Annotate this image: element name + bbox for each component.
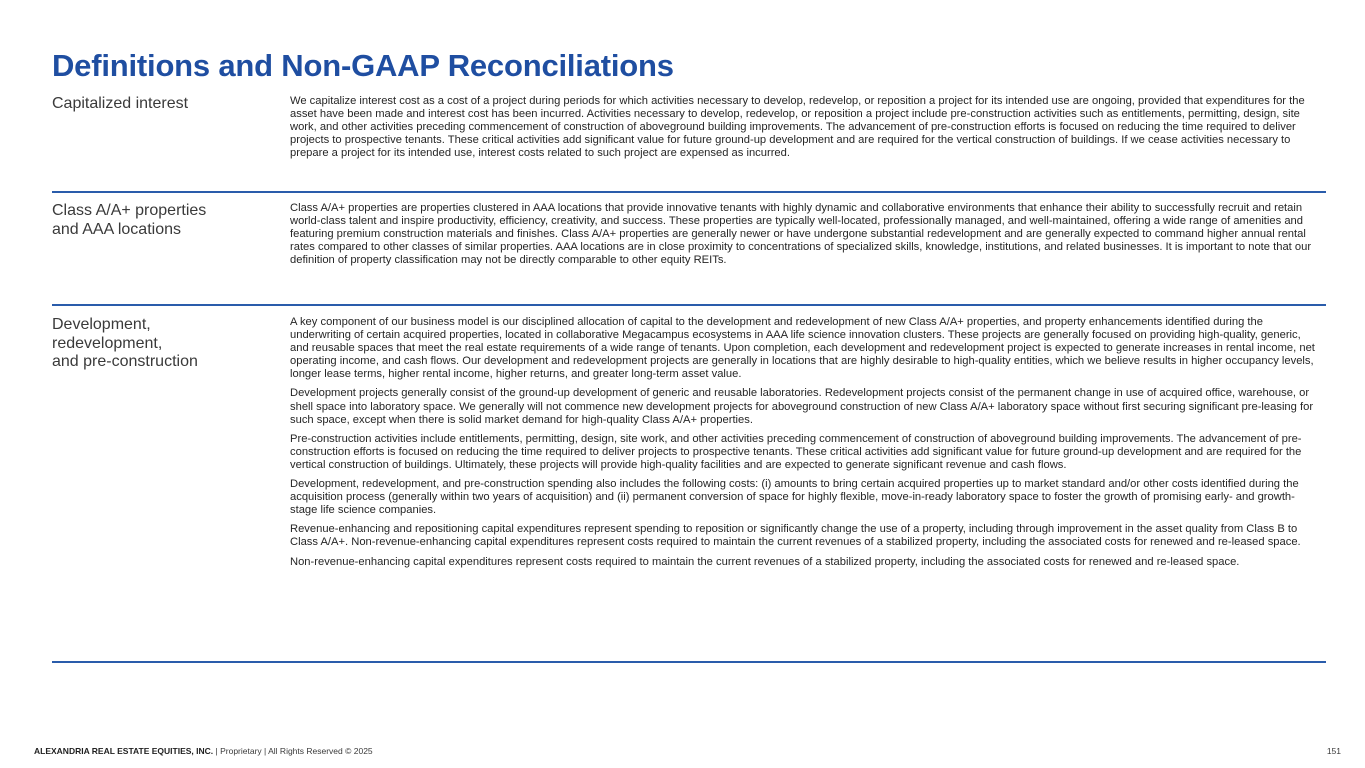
definition-paragraph: Pre-construction activities include entitlements, permitting, design, site work, and other activities preceding commencement of construction of aboveground building improvements. The advancement of pre-construction efforts is focused on reducing the time required to deliver projects to prospective tenants. These critical activities add significant value for future ground-up development and are required for the vertical construction of buildings. Ultimately, these projects will provide high-quality facilities and are expected to generate significant revenue and cash flows. — [290, 432, 1302, 471]
definition-paragraph: Non-revenue-enhancing capital expenditures represent costs required to maintain the current revenues of a stabilized property, including the associated costs for renewed and re-leased space. — [290, 555, 1240, 568]
page-number: 151 — [1326, 746, 1341, 756]
definition-paragraph: A key component of our business model is our disciplined allocation of capital to the development and redevelopment of new Class A/A+ properties, and property enhancements identified during the underwriting of certain acquired properties, located in collaborative Megacampus ecosystems in AAA life science innovation clusters. These projects are generally focused on providing high-quality, generic, and reusable spaces that meet the real estate requirements of a wide range of tenants. Upon completion, each development and redevelopment project is expected to generate increases in rental income, net operating income, and cash flows. Our development and redevelopment projects are generally in locations that are highly desirable to high-quality entities, which we believe results in higher occupancy levels, longer lease terms, higher rental income, higher returns, and greater long-term asset value. — [290, 316, 1315, 381]
definition-body — [290, 316, 1320, 575]
definition-paragraph: Development projects generally consist of the ground-up development of generic and reusable laboratories. Redevelopment projects consist of the permanent change in use of acquired office, warehouse, or shell space into laboratory space. We generally will not commence new development projects for aboveground construction of new Class A/A+ laboratory space without first securing significant pre-leasing for such space, except when there is solid market demand for high-quality Class A/A+ properties. — [290, 387, 1314, 426]
definition-paragraph: Revenue-enhancing and repositioning capital expenditures represent spending to reposition or significantly change the use of a property, including through improvement in the asset quality from Class B to Class A/A+. Non-revenue-enhancing capital expenditures represent costs required to maintain the current revenues of a stabilized property, including the associated costs for renewed and re-leased space. — [290, 523, 1301, 549]
definition-capitalized-interest — [52, 95, 1326, 193]
definition-paragraph: We capitalize interest cost as a cost of a project during periods for which activities necessary to develop, redevelop, or reposition a project for its intended use are ongoing, provided that expenditures for the asset have been made and interest cost has been incurred. Activities necessary to develop, redevelop, or reposition a project include pre-construction activities such as entitlements, permitting, design, site work, and other activities preceding commencement of construction of aboveground building improvements. The advancement of pre-construction efforts is focused on reducing the time required to deliver projects to prospective tenants. These critical activities add significant value for future ground-up development and are required for the vertical construction of buildings. If we cease activities necessary to prepare a project for its intended use, interest costs related to such project are expensed as incurred. — [290, 95, 1305, 160]
definition-development — [52, 316, 1326, 663]
definition-term: Development, redevelopment, and pre-construction — [52, 316, 198, 370]
definition-paragraph: Class A/A+ properties are properties clustered in AAA locations that provide innovative tenants with highly dynamic and collaborative environments that enhance their ability to successfully recruit and retain world-class talent and inspire productivity, efficiency, creativity, and success. These properties are typically well-located, professionally managed, and well-maintained, offering a wide range of amenities and featuring premium construction materials and finishes. Class A/A+ properties are generally newer or have undergone substantial redevelopment and are generally expected to command higher annual rental rates compared to other classes of similar properties. AAA locations are in close proximity to concentrations of specialized skills, knowledge, institutions, and related businesses. It is important to note that our definition of property classification may not be directly comparable to other equity REITs. — [290, 202, 1312, 267]
definition-body — [290, 202, 1320, 273]
page-title: Definitions and Non-GAAP Reconciliations — [52, 48, 674, 83]
definition-class-a-properties — [52, 202, 1326, 306]
footer-company: ALEXANDRIA REAL ESTATE EQUITIES, INC. — [34, 746, 214, 756]
definition-paragraph: Development, redevelopment, and pre-construction spending also includes the following costs: (i) amounts to bring certain acquired properties up to market standard and/or other costs identified during the acquisition process (generally within two years of acquisition) and (ii) permanent conversion of space for highly flexible, move-in-ready laboratory space to foster the growth of promising early- and growth-stage life science companies. — [290, 478, 1299, 517]
definition-body — [290, 95, 1320, 166]
footer-rights: | Proprietary | All Rights Reserved © 2025 — [213, 746, 373, 756]
definition-term: Capitalized interest — [52, 95, 189, 112]
definition-term: Class A/A+ properties and AAA locations — [52, 202, 207, 238]
footer — [34, 746, 373, 756]
